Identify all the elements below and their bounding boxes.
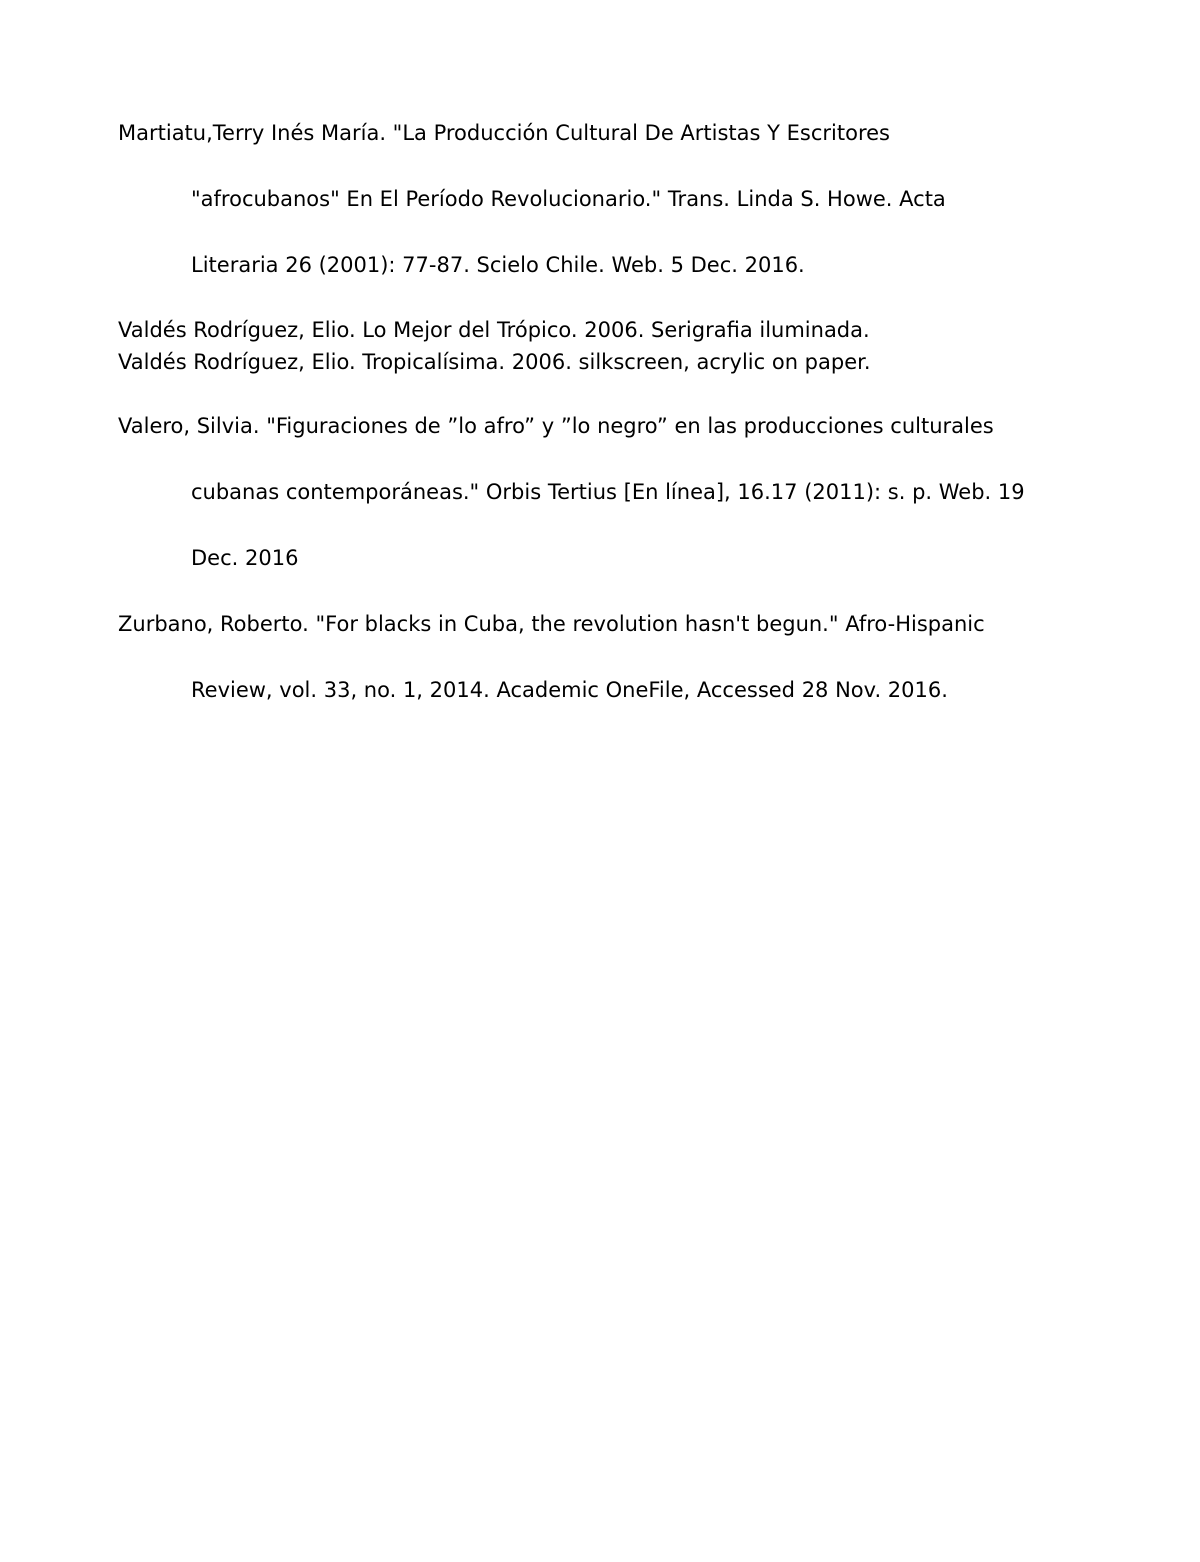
citation-martiatu-line-1: Martiatu,Terry Inés María. "La Producción Cultural De Artistas Y Escritores xyxy=(118,121,890,145)
works-cited-list xyxy=(118,112,1058,702)
citation-valdes-tropicalisima-line-1: Valdés Rodríguez, Elio. Tropicalísima. 2006. silkscreen, acrylic on paper. xyxy=(118,350,871,374)
citation-valero-line-2: cubanas contemporáneas." Orbis Tertius [En línea], 16.17 (2011): s. p. Web. 19 xyxy=(191,480,1025,504)
citation-martiatu-line-2: "afrocubanos" En El Período Revolucionario." Trans. Linda S. Howe. Acta xyxy=(191,187,946,211)
citation-valero-line-3: Dec. 2016 xyxy=(191,546,299,570)
citation-martiatu-line-3: Literaria 26 (2001): 77-87. Scielo Chile. Web. 5 Dec. 2016. xyxy=(191,253,805,277)
citation-valero-line-1: Valero, Silvia. "Figuraciones de ”lo afro” y ”lo negro” en las producciones culturales xyxy=(118,414,994,438)
citation-zurbano-line-2: Review, vol. 33, no. 1, 2014. Academic OneFile, Accessed 28 Nov. 2016. xyxy=(191,678,948,702)
citation-valdes-mejor-line-1: Valdés Rodríguez, Elio. Lo Mejor del Trópico. 2006. Serigrafia iluminada. xyxy=(118,318,870,342)
citation-zurbano-line-1: Zurbano, Roberto. "For blacks in Cuba, the revolution hasn't begun." Afro-Hispanic xyxy=(118,612,985,636)
